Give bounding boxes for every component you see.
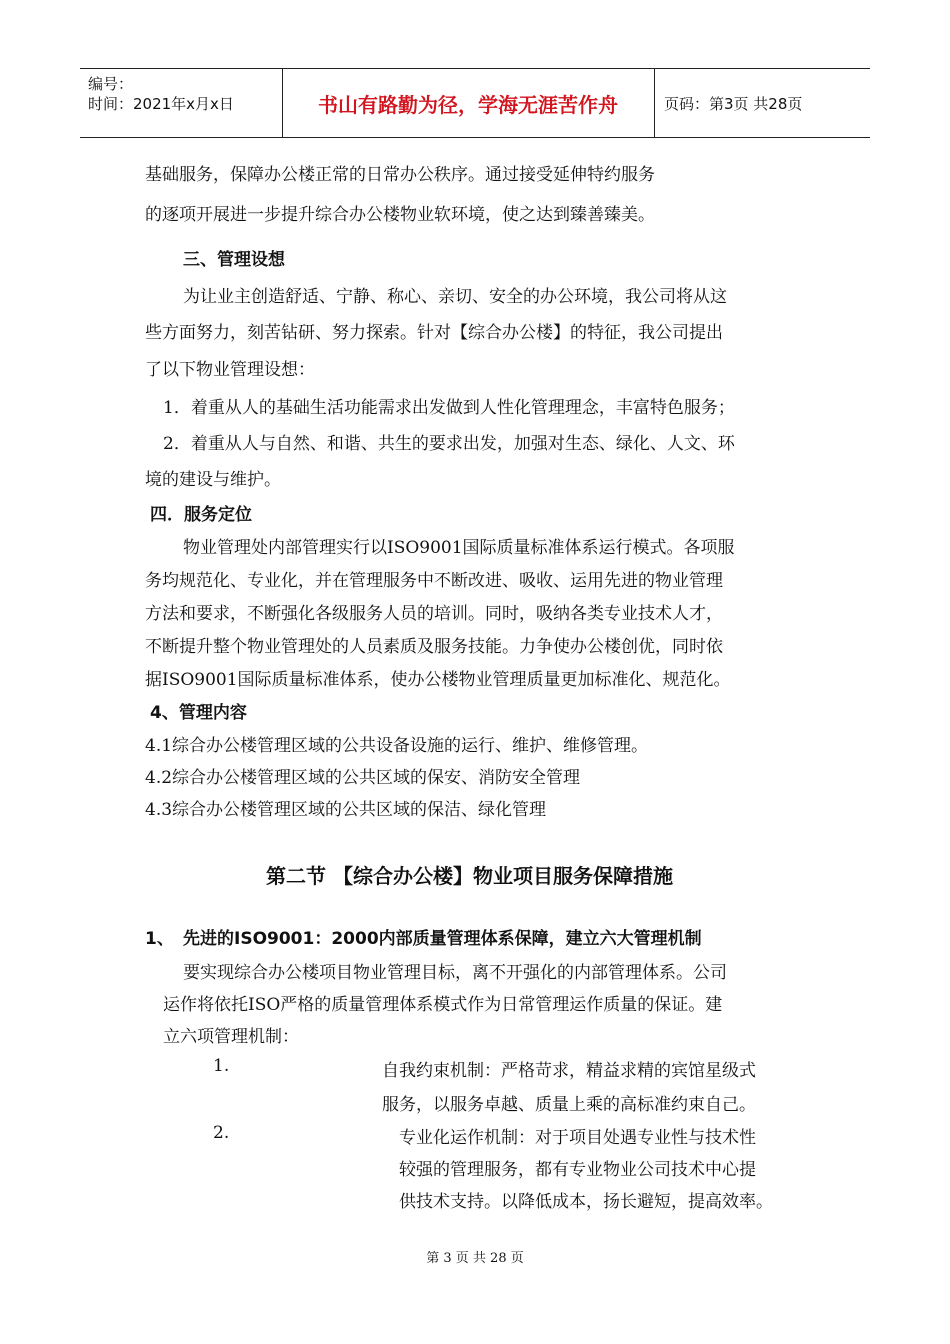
subsection-number: 1、 <box>145 929 174 949</box>
subsection-title: 先进的ISO9001：2000内部质量管理体系保障，建立六大管理机制 <box>183 929 702 949</box>
paragraph-line: 要实现综合办公楼项目物业管理目标，离不开强化的内部管理体系。公司 <box>183 963 727 983</box>
mechanism-line: 供技术支持。以降低成本，扬长避短，提高效率。 <box>399 1192 773 1212</box>
mechanism-line: 服务，以服务卓越、质量上乘的高标准约束自己。 <box>382 1095 756 1115</box>
list-item: 2．着重从人与自然、和谐、共生的要求出发，加强对生态、绿化、人文、环 <box>163 434 735 454</box>
mechanism-line: 自我约束机制：严格苛求，精益求精的宾馆星级式 <box>382 1061 756 1081</box>
paragraph-line: 立六项管理机制： <box>163 1027 299 1047</box>
content-item: 4.1综合办公楼管理区域的公共设备设施的运行、维护、维修管理。 <box>145 736 649 756</box>
content-item: 4.2综合办公楼管理区域的公共区域的保安、消防安全管理 <box>145 768 581 788</box>
heading-management-vision: 三、管理设想 <box>183 250 285 270</box>
paragraph-line: 务均规范化、专业化，并在管理服务中不断改进、吸收、运用先进的物业管理 <box>145 571 723 591</box>
page-info: 页码：第3页 共28页 <box>664 95 803 113</box>
paragraph-line: 基础服务，保障办公楼正常的日常办公秩序。通过接受延伸特约服务 <box>145 165 655 185</box>
mechanism-number: 2. <box>213 1123 230 1143</box>
mechanism-number: 1. <box>213 1056 230 1076</box>
list-item: 1．着重从人的基础生活功能需求出发做到人性化管理理念，丰富特色服务； <box>163 398 735 418</box>
paragraph-line: 为让业主创造舒适、宁静、称心、亲切、安全的办公环境，我公司将从这 <box>183 287 727 307</box>
heading-management-content: 4、管理内容 <box>150 703 247 723</box>
paragraph-line: 运作将依托ISO严格的质量管理体系模式作为日常管理运作质量的保证。建 <box>163 995 723 1015</box>
paragraph-line: 些方面努力，刻苦钻研、努力探索。针对【综合办公楼】的特征，我公司提出 <box>145 323 723 343</box>
header-table <box>80 68 870 138</box>
paragraph-line: 的逐项开展进一步提升综合办公楼物业软环境，使之达到臻善臻美。 <box>145 205 655 225</box>
header-meta-cell <box>80 69 283 137</box>
paragraph-line: 了以下物业管理设想： <box>145 360 315 380</box>
paragraph-line: 方法和要求，不断强化各级服务人员的培训。同时，吸纳各类专业技术人才， <box>145 604 723 624</box>
mechanism-line: 专业化运作机制：对于项目处遇专业性与技术性 <box>399 1128 756 1148</box>
paragraph-line: 据ISO9001国际质量标准体系，使办公楼物业管理质量更加标准化、规范化。 <box>145 670 731 690</box>
list-item-continuation: 境的建设与维护。 <box>145 470 281 490</box>
number-label: 编号： <box>88 75 134 93</box>
paragraph-line: 物业管理处内部管理实行以ISO9001国际质量标准体系运行模式。各项服 <box>183 538 735 558</box>
content-item: 4.3综合办公楼管理区域的公共区域的保洁、绿化管理 <box>145 800 547 820</box>
page-footer: 第 3 页 共 28 页 <box>426 1251 524 1266</box>
mechanism-line: 较强的管理服务，都有专业物业公司技术中心提 <box>399 1160 756 1180</box>
section-title: 第二节 【综合办公楼】物业项目服务保障措施 <box>266 864 673 888</box>
paragraph-line: 不断提升整个物业管理处的人员素质及服务技能。力争使办公楼创优，同时依 <box>145 637 723 657</box>
date-label: 时间：2021年x月x日 <box>88 95 234 113</box>
motto: 书山有路勤为径，学海无涯苦作舟 <box>282 69 655 137</box>
heading-service-positioning: 四．服务定位 <box>150 505 252 525</box>
